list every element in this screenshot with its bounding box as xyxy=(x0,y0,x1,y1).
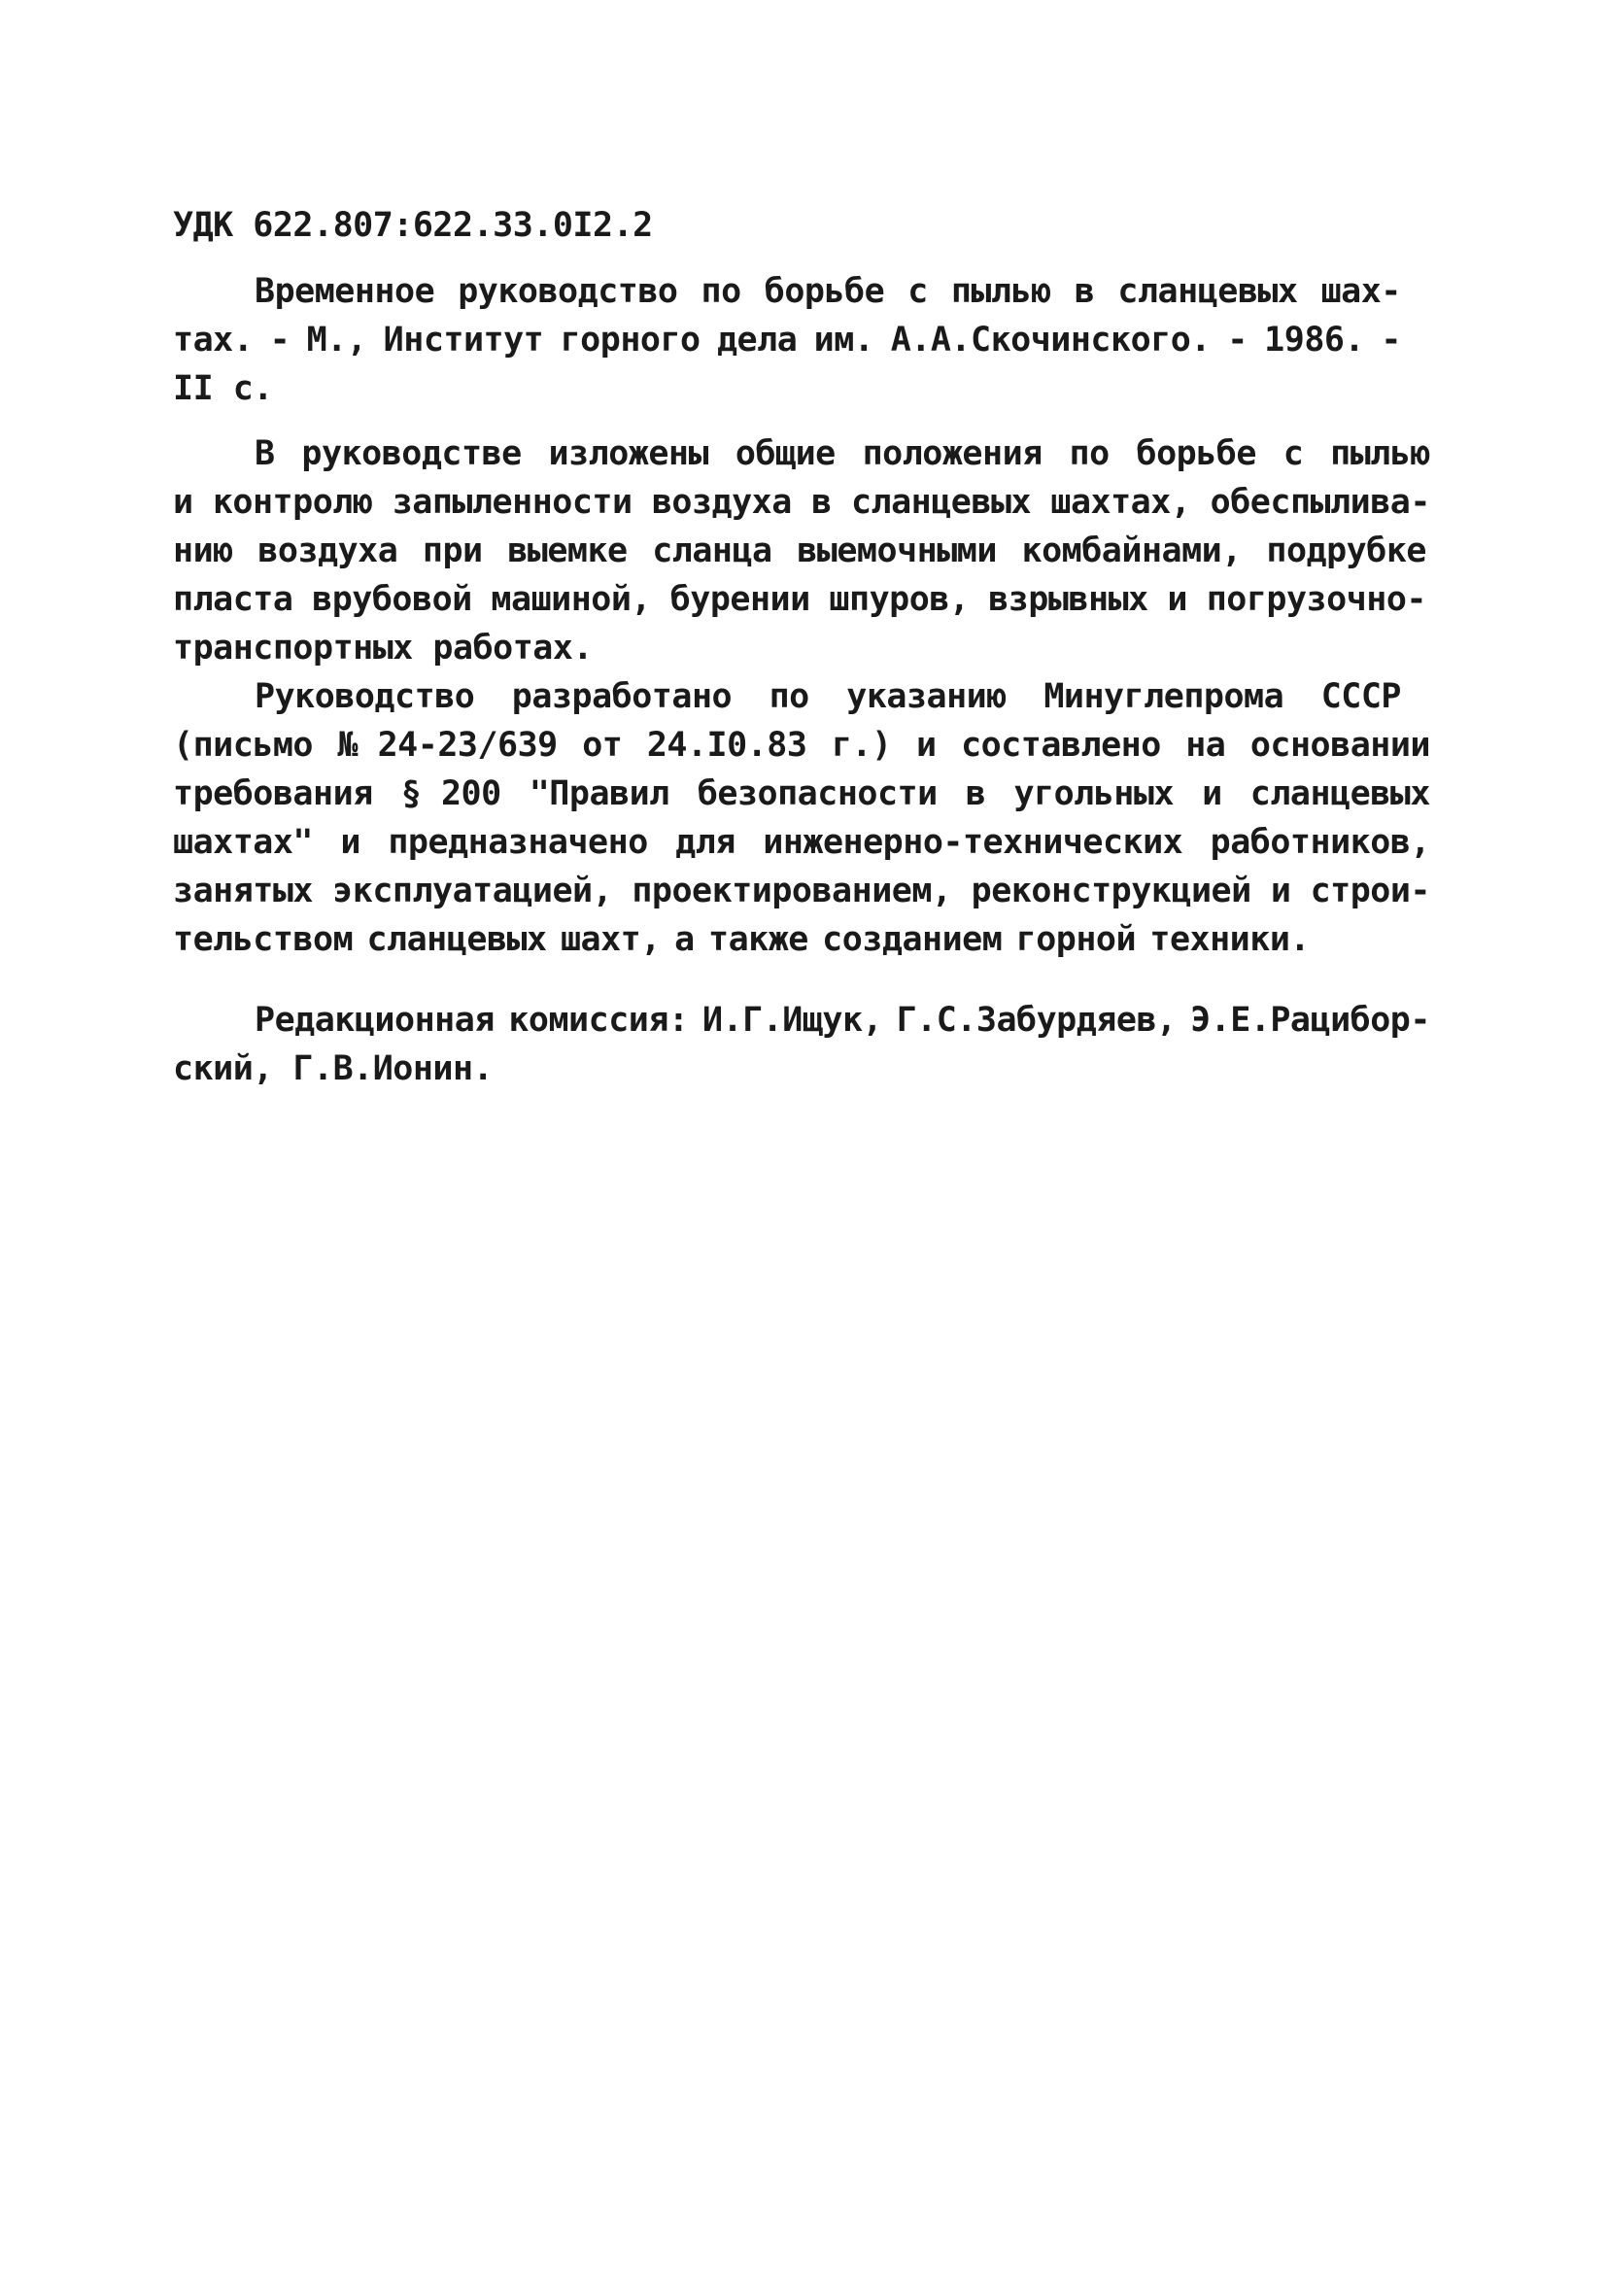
word: (письмо xyxy=(173,726,314,765)
word: Г.С.Забурдяев, xyxy=(896,1001,1177,1040)
word: М., xyxy=(306,321,367,360)
word: И.Г.Ищук, xyxy=(701,1001,883,1040)
word: разработано xyxy=(511,677,733,716)
word: г.) xyxy=(831,726,892,765)
word: "Правил xyxy=(529,774,669,813)
purpose-line-3 xyxy=(173,770,1430,818)
word: по xyxy=(701,272,741,311)
editorial-line-1 xyxy=(255,996,1430,1045)
word: нию xyxy=(173,531,233,570)
word: сланцевых xyxy=(366,920,547,959)
word: 24.I0.83 xyxy=(646,726,807,765)
word: проектированием, xyxy=(632,872,952,910)
word: требования xyxy=(173,774,373,813)
abstract-line-4 xyxy=(173,575,1426,624)
word: 1986. xyxy=(1264,321,1365,360)
udk-code: УДК 622.807:622.33.0I2.2 xyxy=(173,206,653,245)
word: в xyxy=(811,483,832,522)
word: общие xyxy=(735,434,836,473)
word: А.А.Скочинского. xyxy=(890,321,1211,360)
word: В xyxy=(255,434,275,473)
abstract-line-2 xyxy=(173,478,1430,527)
word: Институт xyxy=(383,321,544,360)
word: - xyxy=(1381,321,1401,360)
word: занятых xyxy=(173,872,314,910)
purpose-line-2 xyxy=(173,721,1430,770)
abstract-line-5: транспортных работах. xyxy=(173,629,594,668)
word: им. xyxy=(813,321,874,360)
word: основании xyxy=(1249,726,1430,765)
word: воздуха xyxy=(257,531,398,570)
purpose-line-5 xyxy=(173,867,1430,915)
word: подрубке xyxy=(1266,531,1426,570)
word: в xyxy=(965,774,986,813)
word: Руководство xyxy=(255,677,475,716)
word: строи- xyxy=(1310,872,1430,910)
word: горного xyxy=(560,321,701,360)
word: шахт, xyxy=(560,920,661,959)
word: выемочными xyxy=(797,531,997,570)
word: с xyxy=(1282,434,1304,473)
bibliography-line-3: II с. xyxy=(173,369,273,408)
word: при xyxy=(422,531,483,570)
word: шахтах" xyxy=(173,823,314,862)
word: эксплуатацией, xyxy=(332,872,613,910)
word: запыленности xyxy=(392,483,633,522)
word: борьбе xyxy=(764,272,885,311)
word: положения xyxy=(862,434,1043,473)
word: тах. xyxy=(173,321,254,360)
word: также xyxy=(708,920,808,959)
word: борьбе xyxy=(1136,434,1256,473)
word: пылью xyxy=(1330,434,1430,473)
word: и xyxy=(1202,774,1222,813)
word: инженерно-технических xyxy=(763,823,1183,862)
word: комбайнами, xyxy=(1021,531,1242,570)
word: дела xyxy=(716,321,798,360)
word: безопасности xyxy=(697,774,938,813)
word: шпуров, xyxy=(829,580,970,619)
word: - xyxy=(1227,321,1248,360)
word: и xyxy=(1167,580,1187,619)
word: руководстве xyxy=(301,434,522,473)
word: шах- xyxy=(1320,272,1401,311)
word: контролю xyxy=(212,483,373,522)
word: а xyxy=(674,920,695,959)
purpose-line-4 xyxy=(173,818,1430,867)
editorial-line-2: ский, Г.В.Ионин. xyxy=(173,1049,494,1088)
word: угольных xyxy=(1013,774,1175,813)
word: пласта xyxy=(173,580,293,619)
word: от xyxy=(582,726,623,765)
word: изложены xyxy=(548,434,709,473)
word: горной xyxy=(1015,920,1137,959)
word: обеспылива- xyxy=(1210,483,1430,522)
word: сланцевых xyxy=(1117,272,1298,311)
word: и xyxy=(916,726,937,765)
word: созданием xyxy=(822,920,1003,959)
word: Временное xyxy=(255,272,435,311)
purpose-line-1 xyxy=(255,672,1401,721)
abstract-line-1 xyxy=(255,429,1430,478)
word: Э.Е.Рацибор- xyxy=(1190,1001,1430,1040)
word: шахтах, xyxy=(1050,483,1191,522)
word: и xyxy=(1270,872,1291,910)
word: по xyxy=(769,677,809,716)
word: пылью xyxy=(950,272,1051,311)
word: бурении xyxy=(669,580,810,619)
word: СССР xyxy=(1320,677,1401,716)
word: Минуглепрома xyxy=(1043,677,1284,716)
abstract-line-3 xyxy=(173,527,1426,575)
word: руководство xyxy=(458,272,678,311)
word: врубовой xyxy=(312,580,472,619)
word: составлено xyxy=(961,726,1161,765)
word: взрывных xyxy=(988,580,1148,619)
word: для xyxy=(675,823,735,862)
word: воздуха xyxy=(651,483,792,522)
word: сланца xyxy=(652,531,772,570)
word: Редакционная xyxy=(255,1001,495,1040)
word: и xyxy=(340,823,360,862)
purpose-line-6 xyxy=(173,915,1310,964)
bibliography-line-2 xyxy=(173,316,1401,364)
word: № 24-23/639 xyxy=(337,726,558,765)
word: § 200 xyxy=(400,774,501,813)
word: работников, xyxy=(1210,823,1430,862)
word: выемке xyxy=(507,531,628,570)
bibliography-line-1 xyxy=(255,267,1401,316)
word: на xyxy=(1185,726,1226,765)
word: тельством xyxy=(173,920,354,959)
word: сланцевых xyxy=(850,483,1032,522)
word: машиной, xyxy=(491,580,651,619)
word: предназначено xyxy=(388,823,648,862)
word: в xyxy=(1074,272,1095,311)
word: реконструкцией xyxy=(971,872,1251,910)
word: погрузочно- xyxy=(1206,580,1426,619)
word: с xyxy=(907,272,928,311)
word: сланцевых xyxy=(1249,774,1430,813)
word: по xyxy=(1069,434,1110,473)
word: и xyxy=(173,483,193,522)
word: техники. xyxy=(1149,920,1310,959)
word: указанию xyxy=(846,677,1007,716)
word: комиссия: xyxy=(508,1001,689,1040)
word: - xyxy=(269,321,291,360)
